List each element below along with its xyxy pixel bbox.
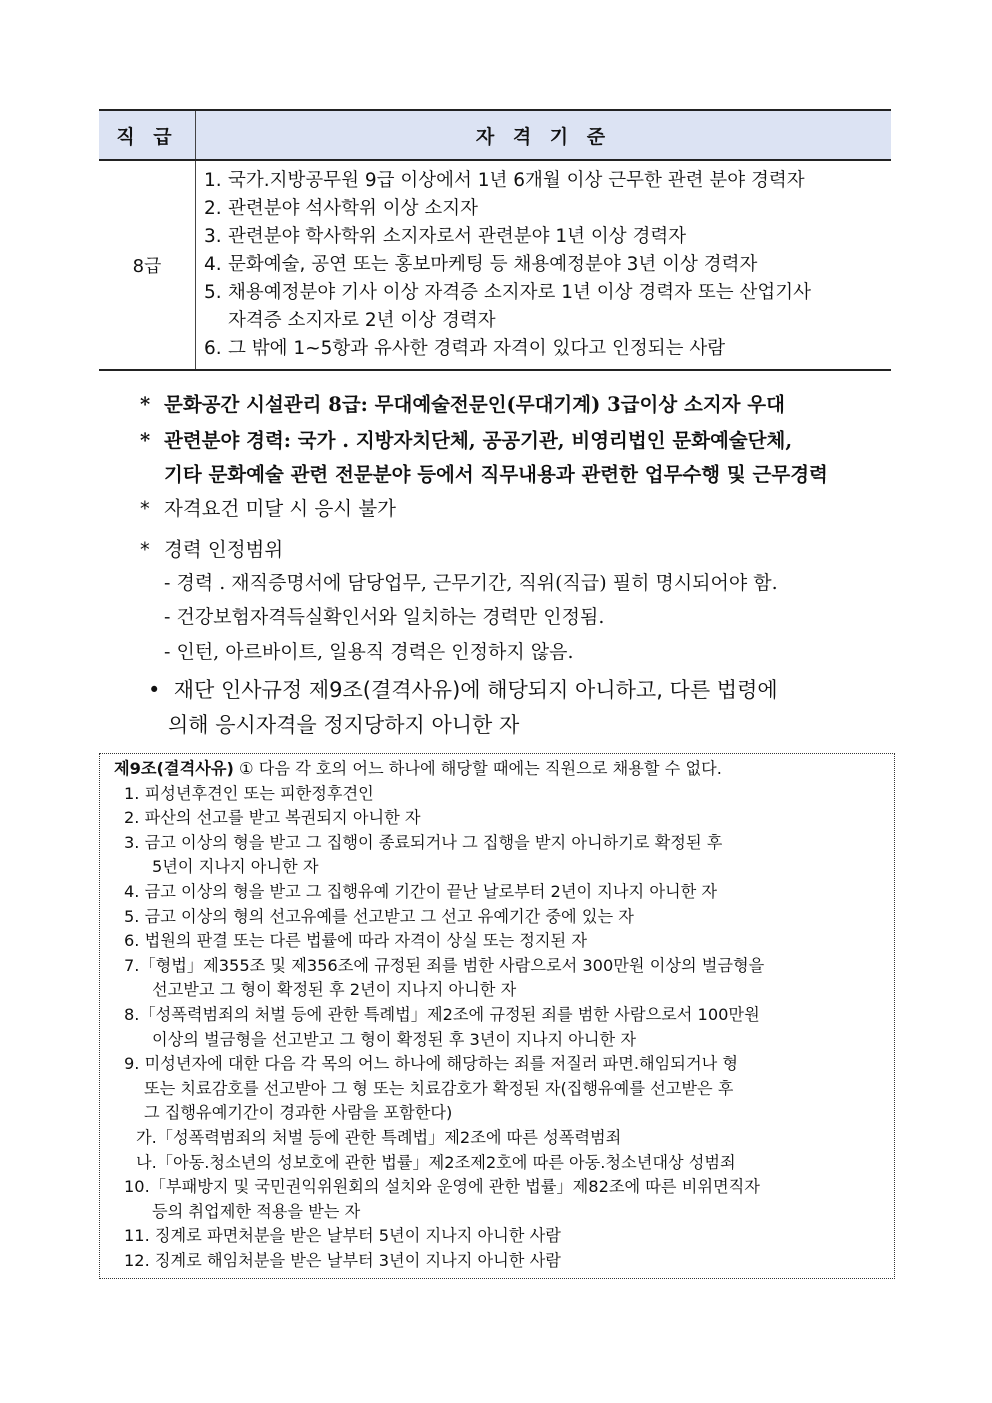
article-item: 등의 취업제한 적용을 받는 자: [152, 1201, 361, 1221]
note-stage-management: * 문화공간 시설관리 8급: 무대예술전문인(무대기계) 3급이상 소지자 우대: [140, 393, 785, 416]
article-item: 1. 피성년후견인 또는 피한정후견인: [124, 783, 374, 803]
criteria-cell: [196, 160, 892, 370]
grade-cell: 8급: [99, 160, 196, 370]
article-item: 5. 금고 이상의 형의 선고유예를 선고받고 그 선고 유예기간 중에 있는 자: [124, 906, 634, 926]
career-scope-item: - 인턴, 아르바이트, 일용직 경력은 인정하지 않음.: [164, 641, 574, 663]
article-item: 그 집행유예기간이 경과한 사람을 포함한다): [144, 1103, 453, 1123]
article-item: 11. 징계로 파면처분을 받은 날부터 5년이 지나지 아니한 사람: [124, 1226, 561, 1246]
article-box: [99, 753, 895, 1279]
qualification-table: [99, 109, 891, 371]
criteria-item: 2. 관련분야 석사학위 이상 소지자: [204, 198, 478, 219]
table-row: [99, 160, 891, 370]
criteria-item: 3. 관련분야 학사학위 소지자로서 관련분야 1년 이상 경력자: [204, 226, 687, 247]
article-item: 4. 금고 이상의 형을 받고 그 집행유예 기간이 끝난 날로부터 2년이 지나지 아니한 자: [124, 881, 718, 901]
header-criteria: 자 격 기 준: [196, 110, 892, 160]
table-header-row: [99, 110, 891, 160]
article-item: 나.「아동.청소년의 성보호에 관한 법률」제2조제2호에 따른 아동.청소년대상 성범죄: [136, 1152, 736, 1172]
header-grade: 직 급: [99, 110, 196, 160]
article-item: 선고받고 그 형이 확정된 후 2년이 지나지 아니한 자: [152, 980, 517, 1000]
criteria-item: 4. 문화예술, 공연 또는 홍보마케팅 등 채용예정분야 3년 이상 경력자: [204, 254, 758, 275]
article-item: 또는 치료감호를 선고받아 그 형 또는 치료감호가 확정된 자(집행유예를 선고받은 후: [144, 1078, 734, 1098]
article-heading: 제9조(결격사유) ① 다음 각 호의 어느 하나에 해당할 때에는 직원으로 채용할 수 없다.: [114, 759, 722, 778]
article-item: 3. 금고 이상의 형을 받고 그 집행이 종료되거나 그 집행을 받지 아니하기로 확정된 후: [124, 832, 723, 852]
criteria-item: 6. 그 밖에 1~5항과 유사한 경력과 자격이 있다고 인정되는 사람: [204, 338, 726, 359]
article-item: 2. 파산의 선고를 받고 복권되지 아니한 자: [124, 808, 421, 828]
article-item: 10.「부패방지 및 국민권익위원회의 설치와 운영에 관한 법률」제82조에 따른 비위면직자: [124, 1177, 760, 1197]
note-ineligible: * 자격요건 미달 시 응시 불가: [140, 497, 397, 520]
career-scope-item: - 건강보험자격득실확인서와 일치하는 경력만 인정됨.: [164, 606, 605, 628]
career-scope-item: - 경력 . 재직증명서에 담당업무, 근무기간, 직위(직급) 필히 명시되어야 함.: [164, 572, 778, 594]
disqualification-bullet-cont: 의해 응시자격을 정지당하지 아니한 자: [168, 713, 520, 737]
article-item: 8.「성폭력범죄의 처벌 등에 관한 특례법」제2조에 규정된 죄를 범한 사람으로서 100만원: [124, 1004, 760, 1024]
article-item: 7.「형법」제355조 및 제356조에 규정된 죄를 범한 사람으로서 300만원 이상의 벌금형을: [124, 955, 765, 975]
disqualification-bullet: • 재단 인사규정 제9조(결격사유)에 해당되지 아니하고, 다른 법령에: [148, 678, 778, 702]
article-item: 12. 징계로 해임처분을 받은 날부터 3년이 지나지 아니한 사람: [124, 1250, 561, 1270]
article-item: 6. 법원의 판결 또는 다른 법률에 따라 자격이 상실 또는 정지된 자: [124, 931, 587, 951]
article-item: 이상의 벌금형을 선고받고 그 형이 확정된 후 3년이 지나지 아니한 자: [152, 1029, 636, 1049]
note-career-scope: * 경력 인정범위: [140, 538, 284, 561]
criteria-item: 5. 채용예정분야 기사 이상 자격증 소지자로 1년 이상 경력자 또는 산업기사 자격증 소지자로 2년 이상 경력자: [204, 282, 811, 331]
criteria-item: 1. 국가.지방공무원 9급 이상에서 1년 6개월 이상 근무한 관련 분야 경력자: [204, 170, 805, 191]
note-career-definition: * 관련분야 경력: 국가 . 지방자치단체, 공공기관, 비영리법인 문화예술단체,: [140, 429, 793, 452]
article-item: 9. 미성년자에 대한 다음 각 목의 어느 하나에 해당하는 죄를 저질러 파면.해임되거나 형: [124, 1054, 738, 1074]
article-item: 5년이 지나지 아니한 자: [152, 857, 319, 877]
note-career-definition-cont: 기타 문화예술 관련 전문분야 등에서 직무내용과 관련한 업무수행 및 근무경력: [164, 463, 828, 486]
article-item: 가.「성폭력범죄의 처벌 등에 관한 특례법」제2조에 따른 성폭력범죄: [136, 1127, 622, 1147]
